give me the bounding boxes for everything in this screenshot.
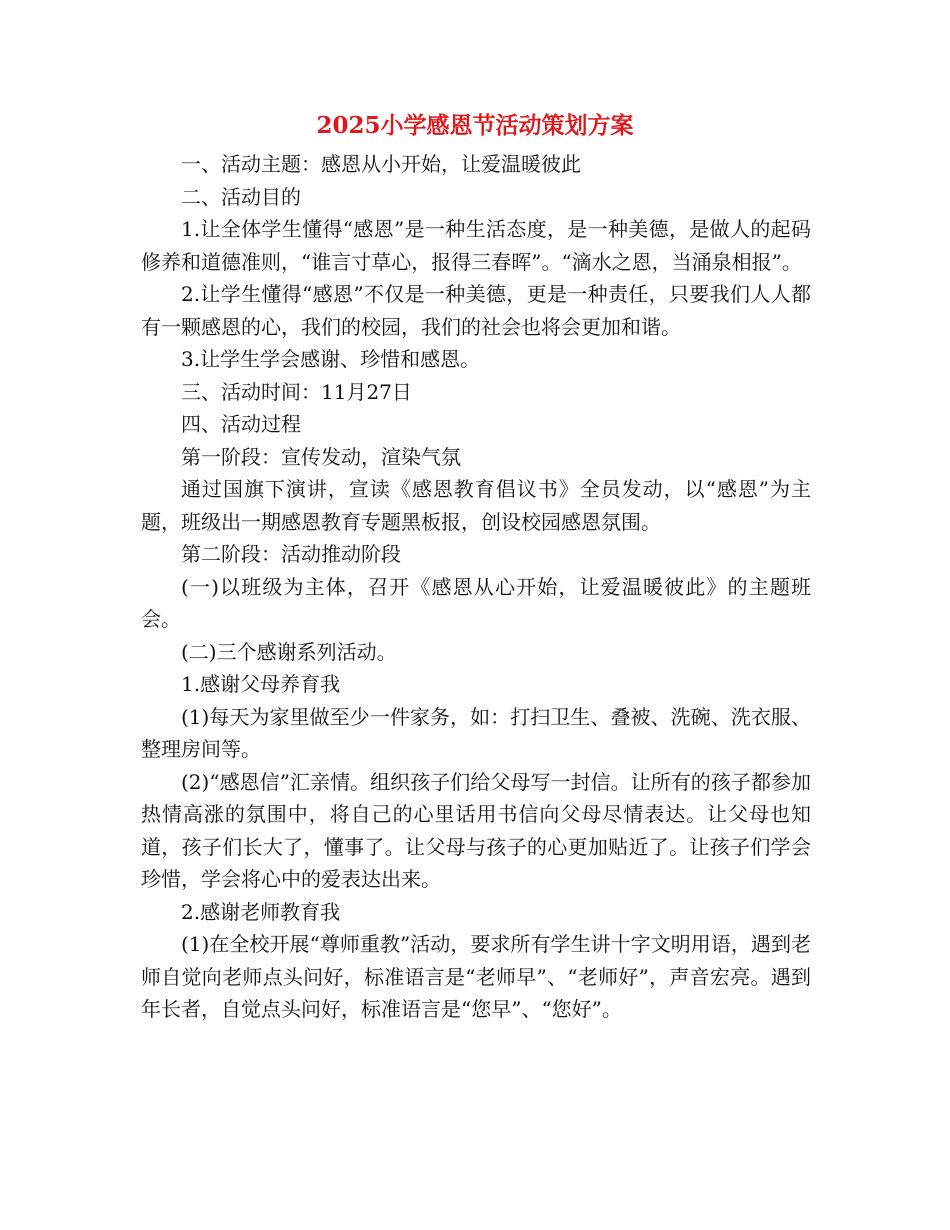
- paragraph: 二、活动目的: [181, 184, 301, 209]
- paragraph: (一)以班级为主体，召开《感恩从心开始，让爱温暖彼此》的主题班会。: [141, 574, 811, 631]
- document-body: [141, 148, 811, 1026]
- paragraph: 2.让学生懂得“感恩”不仅是一种美德，更是一种责任，只要我们人人都有一颗感恩的心，我们的校园，我们的社会也将会更加和谐。: [141, 282, 811, 339]
- paragraph: 3.让学生学会感谢、珍惜和感恩。: [181, 347, 481, 371]
- paragraph: 1.让全体学生懂得“感恩”是一种生活态度，是一种美德，是做人的起码修养和道德准则，“谁言寸草心，报得三春晖”。“滴水之恩，当涌泉相报”。: [141, 217, 811, 274]
- paragraph: (二)三个感谢系列活动。: [181, 639, 397, 664]
- paragraph: 通过国旗下演讲，宣读《感恩教育倡议书》全员发动，以“感恩”为主题，班级出一期感恩教育专题黑板报，创设校园感恩氛围。: [141, 477, 811, 534]
- paragraph: 第一阶段：宣传发动，渲染气氛: [181, 444, 461, 469]
- paragraph: (1)在全校开展“尊师重教”活动，要求所有学生讲十字文明用语，遇到老师自觉向老师点头问好，标准语言是“老师早”、“老师好”，声音宏亮。遇到年长者，自觉点头问好，标准语言是“您早”、“您好”。: [141, 932, 811, 1021]
- paragraph: 四、活动过程: [181, 412, 301, 436]
- paragraph: 一、活动主题：感恩从小开始，让爱温暖彼此: [181, 152, 581, 176]
- paragraph: (2)“感恩信”汇亲情。组织孩子们给父母写一封信。让所有的孩子都参加热情高涨的氛围中，将自己的心里话用书信向父母尽情表达。让父母也知道，孩子们长大了，懂事了。让父母与孩子的心更加贴近了。让孩子们学会珍惜，学会将心中的爱表达出来。: [141, 769, 811, 891]
- document-title: 2025小学感恩节活动策划方案: [316, 112, 634, 139]
- paragraph: 第二阶段：活动推动阶段: [181, 542, 401, 566]
- paragraph: (1)每天为家里做至少一件家务，如：打扫卫生、叠被、洗碗、洗衣服、整理房间等。: [141, 704, 811, 761]
- paragraph: 1.感谢父母养育我: [181, 672, 341, 696]
- paragraph: 2.感谢老师教育我: [181, 899, 341, 924]
- paragraph: 三、活动时间：11月27日: [181, 379, 412, 404]
